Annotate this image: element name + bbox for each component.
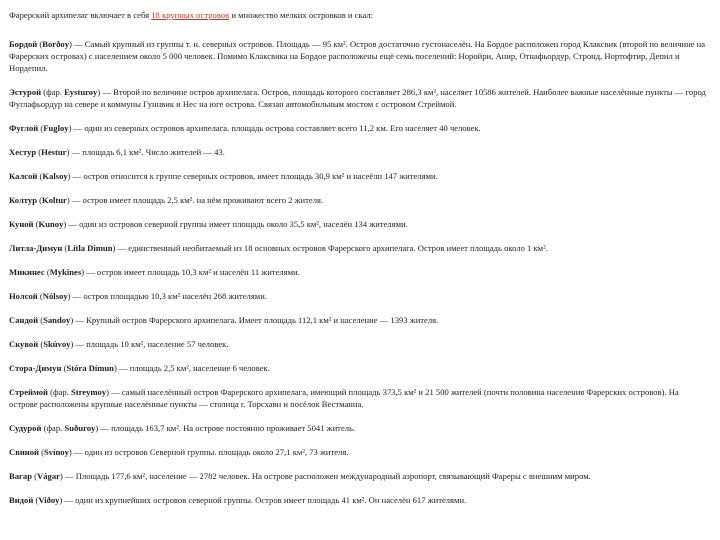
island-description: — площадь 2,5 км², население 6 человек. (116, 363, 270, 373)
island-paragraph: Судурой (фар. Suðuroy) — площадь 163,7 км². На острове постоянно проживает 5041 житель. (9, 423, 356, 433)
island-name: Калсой (9, 171, 38, 181)
island-latin-name: Eysturoy (64, 87, 98, 97)
island-latin-name: Borðoy (42, 39, 70, 49)
island-name: Видой (9, 495, 34, 505)
island-paragraph: Куной (Kunoy) — один из островов северной группы имеет площадь около 35,5 км², населён 134 жителями. (9, 219, 408, 229)
island-paragraph: Калсой (Kalsoy) — остров относится к группе северных островов, имеет площадь 30,9 км² и насеёлн 147 жителями. (9, 171, 438, 181)
island-paragraph: Эстурой (фар. Eysturoy) — Второй по величине остров архипелага. Остров, площадь которого составляет 286,3 км², населяет 10586 жителей. Наиболее важные населённые пункты — город Фуглафьордур на севере и коммуны Гуннвик и Нес на юге острова. Связан автомобильным мостом с островом Стреймой. (9, 87, 706, 109)
island-name: Колтур (9, 195, 37, 205)
island-name: Нолсой (9, 291, 38, 301)
island-paragraph: Видой (Viðoy) — один из крупнейших островов северной группы. Остров имеет площадь 41 км². Он населён 617 жителями. (9, 495, 467, 505)
island-latin-name: Streymoy (70, 387, 107, 397)
island-name: Фуглой (9, 123, 39, 133)
island-description: — самый населённый остров Фарерского архипелага, имеющий площадь 373,5 км² и 21 500 жителей (почти половина населения Фарерских островов). На острове расположены крупные населённые пункты — столица г. Торсхавн и посёлок Вестманна. (9, 387, 679, 409)
island-description: — остров относится к группе северных островов, имеет площадь 30,9 км² и насеёлн 147 жителями. (70, 171, 438, 181)
island-latin-name: Fugloy (43, 123, 69, 133)
intro-paragraph (9, 9, 709, 21)
island-paragraph: Вагар (Vágar) — Площадь 177,6 км², население — 2782 человек. На острове расположен международный аэропорт, связывающий Фареры с внешним миром. (9, 471, 591, 481)
island-latin-name: Skúvoy (43, 339, 71, 349)
island-latin-name: Nólsoy (42, 291, 68, 301)
island-latin-name: Viðoy (38, 495, 60, 505)
island-latin-name: Lítla Dímun (67, 243, 113, 253)
island-latin-name: Suðuroy (64, 423, 96, 433)
island-description: — Площадь 177,6 км², население — 2782 человек. На острове расположен международный аэропорт, связывающий Фареры с внешним миром. (62, 471, 591, 481)
island-latin-name: Sandoy (43, 315, 71, 325)
island-name: Эстурой (9, 87, 42, 97)
island-description: — один из островов Северной группы. площадь около 27,1 км², 73 жителя. (71, 447, 349, 457)
island-paragraph: Сандой (Sandoy) — Крупный остров Фарерского архипелага. Имеет площадь 112,1 км² и население — 1393 жителя. (9, 315, 439, 325)
island-name: Микинес (9, 267, 45, 277)
island-paragraph: Колтур (Koltur) — остров имеет площадь 2,5 км². на нём проживают всего 2 жителя. (9, 195, 324, 205)
island-name: Литла-Димун (9, 243, 63, 253)
island-name: Стора-Димун (9, 363, 62, 373)
island-paragraph: Бордой (Borðoy) — Самый крупный из группы т. н. северных островов. Площадь — 95 км². Остров достаточно густонаселён. На Бордое расположен город Клаксвик (второй по величине на Фарерских островах) с населением около 5 000 человек. Помимо Клаксвика на Бордое расположены ещё семь поселений: Норойри, Анир, Отнафьордур, Стронд, Нортофтир, Депил и Нордепил. (9, 39, 706, 73)
island-name: Бордой (9, 39, 38, 49)
island-paragraph: Нолсой (Nólsoy) — остров площадью 10,3 км² населён 268 жителями. (9, 291, 267, 301)
island-paragraph: Литла-Димун (Lítla Dímun) — единственный необитаемый из 18 основных островов Фарерского архипелага. Остров имеет площадь около 1 км². (9, 243, 548, 253)
island-name: Вагар (9, 471, 33, 481)
document-body (9, 9, 709, 518)
island-description: — площадь 10 км², население 57 человек. (73, 339, 229, 349)
island-description: — площадь 6,1 км². Число жителей — 43. (69, 147, 225, 157)
island-description: — остров имеет площадь 10,3 км² и населён 11 жителями. (84, 267, 300, 277)
island-description: — Самый крупный из группы т. н. северных островов. Площадь — 95 км². Остров достаточно густонаселён. На Бордое расположен город Клаксвик (второй по величине на Фарерских островах) с населением около 5 000 человек. Помимо Клаксвика на Бордое расположены ещё семь поселений: Норойри, Анир, Отнафьордур, Стронд, Нортофтир, Депил и Нордепил. (9, 39, 706, 73)
island-lang-prefix: (фар. (43, 423, 65, 433)
island-latin-name: Kunoy (38, 219, 64, 229)
island-name: Хестур (9, 147, 37, 157)
island-name: Скувой (9, 339, 39, 349)
island-paragraph: Микинес (Mykines) — остров имеет площадь 10,3 км² и населён 11 жителями. (9, 267, 300, 277)
island-description: — остров площадью 10,3 км² населён 268 жителями. (70, 291, 267, 301)
island-latin-name: Mykines (49, 267, 82, 277)
island-lang-prefix: (фар. (50, 387, 71, 397)
island-paragraph: Свиной (Svínoy) — один из островов Северной группы. площадь около 27,1 км², 73 жителя. (9, 447, 349, 457)
island-paragraph: Стора-Димун (Stóra Dímun) — площадь 2,5 км², население 6 человек. (9, 363, 270, 373)
islands-count-link[interactable]: 18 крупных островов (151, 10, 230, 20)
island-paragraph: Стреймой (фар. Streymoy) — самый населённый остров Фарерского архипелага, имеющий площадь 373,5 км² и 21 500 жителей (почти половина населения Фарерских островов). На острове расположены крупные населённые пункты — столица г. Торсхавн и посёлок Вестманна. (9, 387, 679, 409)
intro-text-after: и множество мелких островков и скал: (229, 10, 374, 20)
intro-text-before: Фарерский архипелаг включает в себя (9, 10, 152, 20)
island-description: — один из крупнейших островов северной группы. Остров имеет площадь 41 км². Он населён 617 жителями. (62, 495, 467, 505)
island-paragraph: Скувой (Skúvoy) — площадь 10 км², население 57 человек. (9, 339, 229, 349)
island-paragraph: Фуглой (Fugloy) — один из северных островов архипелага. площадь острова составляет всего 11,2 км. Его населяет 40 человек. (9, 123, 481, 133)
island-description: — единственный необитаемый из 18 основных островов Фарерского архипелага. Остров имеет площадь около 1 км². (115, 243, 548, 253)
island-latin-name: Vágar (37, 471, 60, 481)
island-description: — площадь 163,7 км². На острове постоянно проживает 5041 житель. (98, 423, 356, 433)
island-latin-name: Hestur (41, 147, 67, 157)
island-latin-name: Svínoy (44, 447, 69, 457)
island-latin-name: Kalsoy (42, 171, 68, 181)
island-description: — один из островов северной группы имеет площадь около 35,5 км², населён 134 жителями. (66, 219, 408, 229)
island-description: — Второй по величине остров архипелага. Остров, площадь которого составляет 286,3 км², населяет 10586 жителей. Наиболее важные населённые пункты — город Фуглафьордур на севере и коммуны Гуннвик и Нес на юге острова. Связан автомобильным мостом с островом Стреймой. (9, 87, 706, 109)
island-name: Сандой (9, 315, 39, 325)
island-name: Свиной (9, 447, 39, 457)
island-paragraph: Хестур (Hestur) — площадь 6,1 км². Число жителей — 43. (9, 147, 225, 157)
island-name: Стреймой (9, 387, 48, 397)
island-lang-prefix: (фар. (43, 87, 65, 97)
island-description: — один из северных островов архипелага. площадь острова составляет всего 11,2 км. Его населяет 40 человек. (71, 123, 481, 133)
island-description: — Крупный остров Фарерского архипелага. Имеет площадь 112,1 км² и население — 1393 жителя. (73, 315, 439, 325)
island-latin-name: Stóra Dímun (66, 363, 114, 373)
island-latin-name: Koltur (42, 195, 67, 205)
island-name: Судурой (9, 423, 42, 433)
island-name: Куной (9, 219, 34, 229)
island-description: — остров имеет площадь 2,5 км². на нём проживают всего 2 жителя. (69, 195, 324, 205)
